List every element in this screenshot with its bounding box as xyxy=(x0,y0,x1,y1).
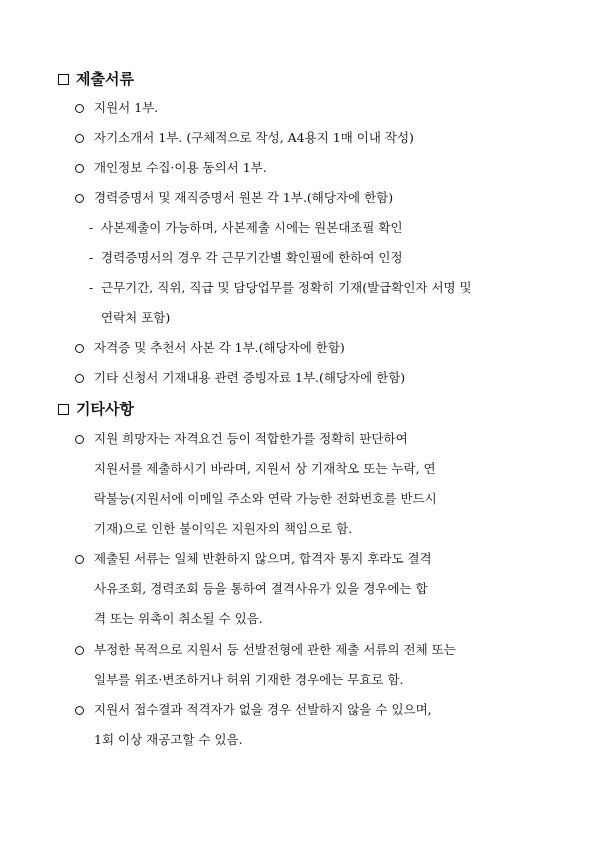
list-item-text-continued: 격 또는 위촉이 취소될 수 있음. xyxy=(94,611,263,626)
sub-item-text: 사본제출이 가능하며, 사본제출 시에는 원본대조필 확인 xyxy=(101,220,403,235)
section-heading-documents xyxy=(58,69,134,89)
list-item-text: 기타 신청서 기재내용 관련 증빙자료 1부.(해당자에 한함) xyxy=(94,370,406,385)
list-item-text: 제출된 서류는 일체 반환하지 않으며, 합격자 통지 후라도 결격 xyxy=(94,551,432,566)
circle-bullet-icon xyxy=(75,555,84,564)
sub-item-text: 근무기간, 직위, 직급 및 담당업무를 정확히 기재(발급확인자 서명 및 xyxy=(101,280,472,295)
list-item-text: 지원서 1부. xyxy=(94,100,159,115)
list-item-text: 개인정보 수집·이용 동의서 1부. xyxy=(94,160,267,175)
circle-bullet-icon xyxy=(75,706,84,715)
checkbox-square-icon xyxy=(58,404,69,415)
circle-bullet-icon xyxy=(75,344,84,353)
list-item-text: 자격증 및 추천서 사본 각 1부.(해당자에 한함) xyxy=(94,340,345,355)
circle-bullet-icon xyxy=(75,374,84,383)
circle-bullet-icon xyxy=(75,435,84,444)
list-item-text: 부정한 목적으로 지원서 등 선발전형에 관한 제출 서류의 전체 또는 xyxy=(94,642,456,657)
section-title: 제출서류 xyxy=(76,70,134,88)
circle-bullet-icon xyxy=(75,646,84,655)
dash-bullet: - xyxy=(89,280,94,295)
circle-bullet-icon xyxy=(75,164,84,173)
list-item-text-continued: 지원서를 제출하시기 바라며, 지원서 상 기재착오 또는 누락, 연 xyxy=(94,461,436,476)
section-heading-other xyxy=(58,399,134,419)
list-item-text: 지원 희망자는 자격요건 등이 적합한가를 정확히 판단하여 xyxy=(94,431,408,446)
list-item-text-continued: 1회 이상 재공고할 수 있음. xyxy=(94,732,243,747)
circle-bullet-icon xyxy=(75,104,84,113)
circle-bullet-icon xyxy=(75,194,84,203)
list-item-text-continued: 기재)으로 인한 불이익은 지원자의 책임으로 함. xyxy=(94,521,353,536)
dash-bullet: - xyxy=(89,220,94,235)
list-item-text: 자기소개서 1부. (구체적으로 작성, A4용지 1매 이내 작성) xyxy=(94,130,414,145)
list-item-text-continued: 락불능(지원서에 이메일 주소와 연락 가능한 전화번호를 반드시 xyxy=(94,491,437,506)
section-title: 기타사항 xyxy=(76,400,134,418)
circle-bullet-icon xyxy=(75,134,84,143)
list-item-text-continued: 사유조회, 경력조회 등을 통하여 결격사유가 있을 경우에는 합 xyxy=(94,581,428,596)
sub-item-text: 경력증명서의 경우 각 근무기간별 확인필에 한하여 인정 xyxy=(101,250,403,265)
checkbox-square-icon xyxy=(58,74,69,85)
list-item-text: 지원서 접수결과 적격자가 없을 경우 선발하지 않을 수 있으며, xyxy=(94,702,432,717)
dash-bullet: - xyxy=(89,250,94,265)
list-item-text-continued: 일부를 위조·변조하거나 허위 기재한 경우에는 무효로 함. xyxy=(94,672,404,687)
list-item-text: 경력증명서 및 재직증명서 원본 각 1부.(해당자에 한함) xyxy=(94,190,394,205)
sub-item-text-continued: 연락처 포함) xyxy=(101,310,171,325)
